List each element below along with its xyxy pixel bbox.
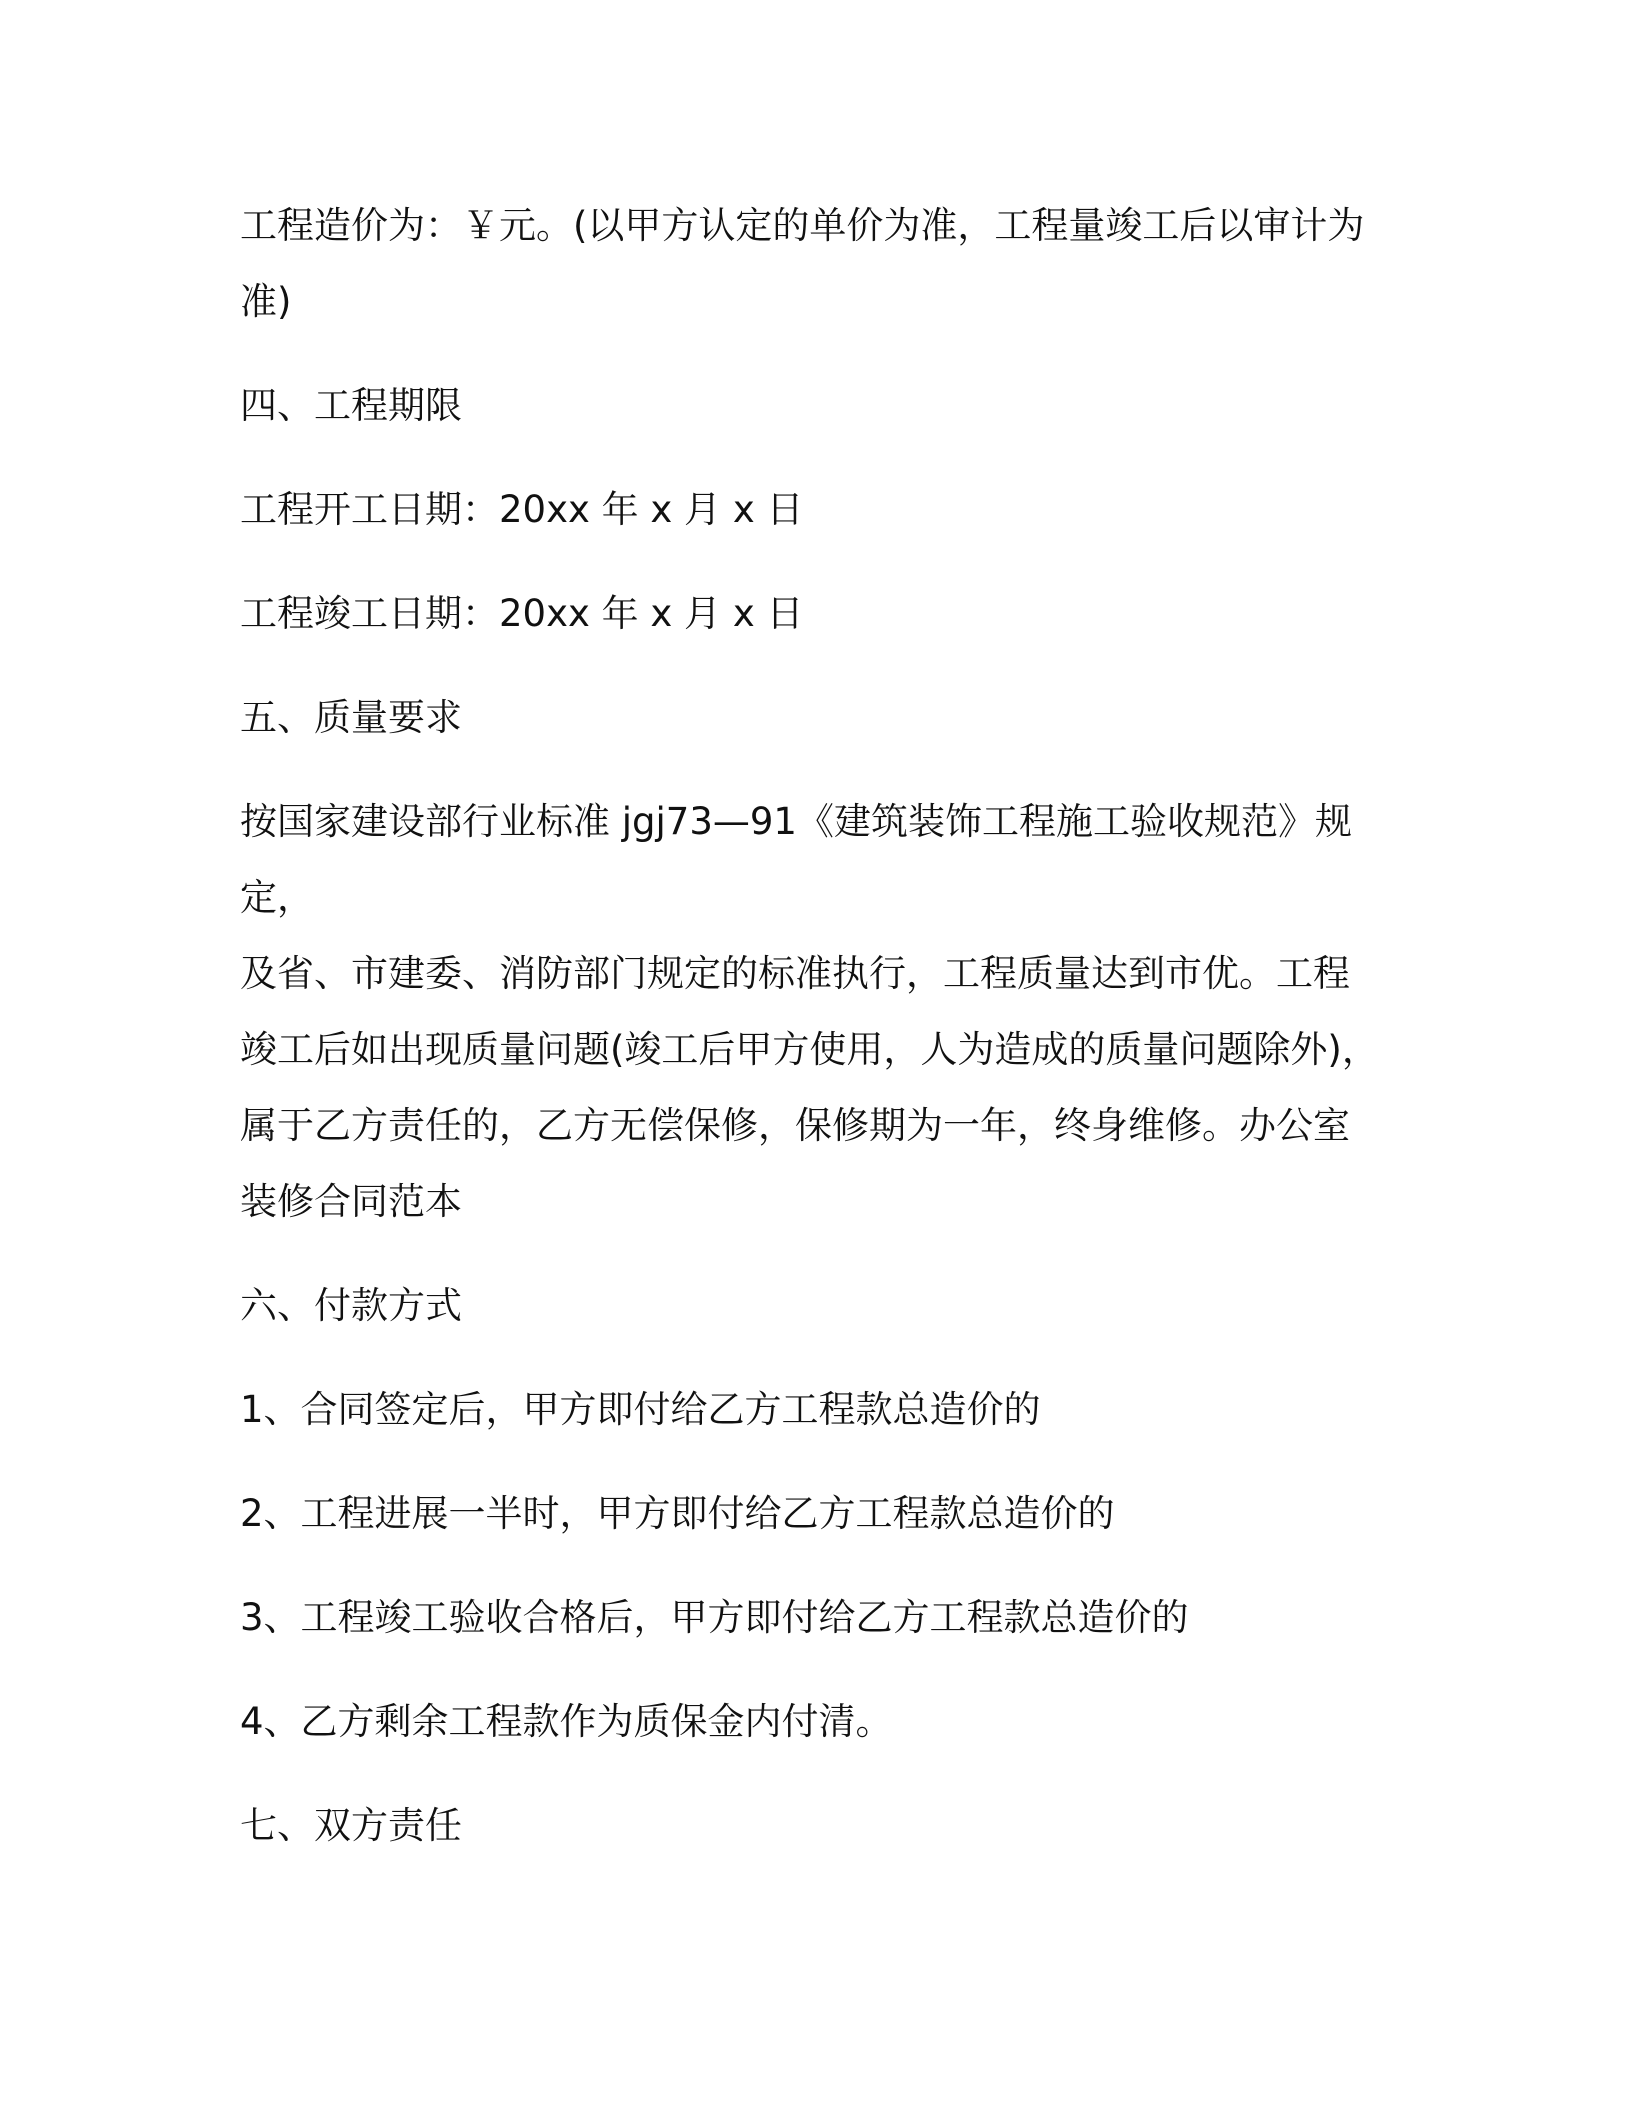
text-line: 工程造价为：￥元。(以甲方认定的单价为准，工程量竣工后以审计为 bbox=[240, 204, 1365, 247]
payment-item-3: 3、工程竣工验收合格后，甲方即付给乙方工程款总造价的 bbox=[240, 1596, 1189, 1639]
paragraph-project-cost bbox=[240, 188, 1410, 340]
section-heading-quality: 五、质量要求 bbox=[240, 696, 462, 739]
paragraph-quality-standard bbox=[240, 784, 1410, 1240]
text-line: 按国家建设部行业标准 jgj73—91《建筑装饰工程施工验收规范》规定， bbox=[240, 800, 1352, 919]
payment-item-2: 2、工程进展一半时，甲方即付给乙方工程款总造价的 bbox=[240, 1492, 1115, 1535]
completion-date-line: 工程竣工日期：20xx 年 x 月 x 日 bbox=[240, 592, 804, 635]
text-line: 竣工后如出现质量问题(竣工后甲方使用，人为造成的质量问题除外)， bbox=[240, 1028, 1379, 1071]
payment-item-1: 1、合同签定后，甲方即付给乙方工程款总造价的 bbox=[240, 1388, 1041, 1431]
section-heading-responsibilities: 七、双方责任 bbox=[240, 1804, 462, 1847]
text-line: 装修合同范本 bbox=[240, 1180, 462, 1223]
start-date-line: 工程开工日期：20xx 年 x 月 x 日 bbox=[240, 488, 804, 531]
payment-item-4: 4、乙方剩余工程款作为质保金内付清。 bbox=[240, 1700, 893, 1743]
text-line: 及省、市建委、消防部门规定的标准执行，工程质量达到市优。工程 bbox=[240, 952, 1350, 995]
section-heading-project-period: 四、工程期限 bbox=[240, 384, 462, 427]
document-body bbox=[240, 188, 1410, 1864]
text-line: 属于乙方责任的，乙方无偿保修，保修期为一年，终身维修。办公室 bbox=[240, 1104, 1350, 1147]
text-line: 准) bbox=[240, 280, 292, 323]
section-heading-payment: 六、付款方式 bbox=[240, 1284, 462, 1327]
